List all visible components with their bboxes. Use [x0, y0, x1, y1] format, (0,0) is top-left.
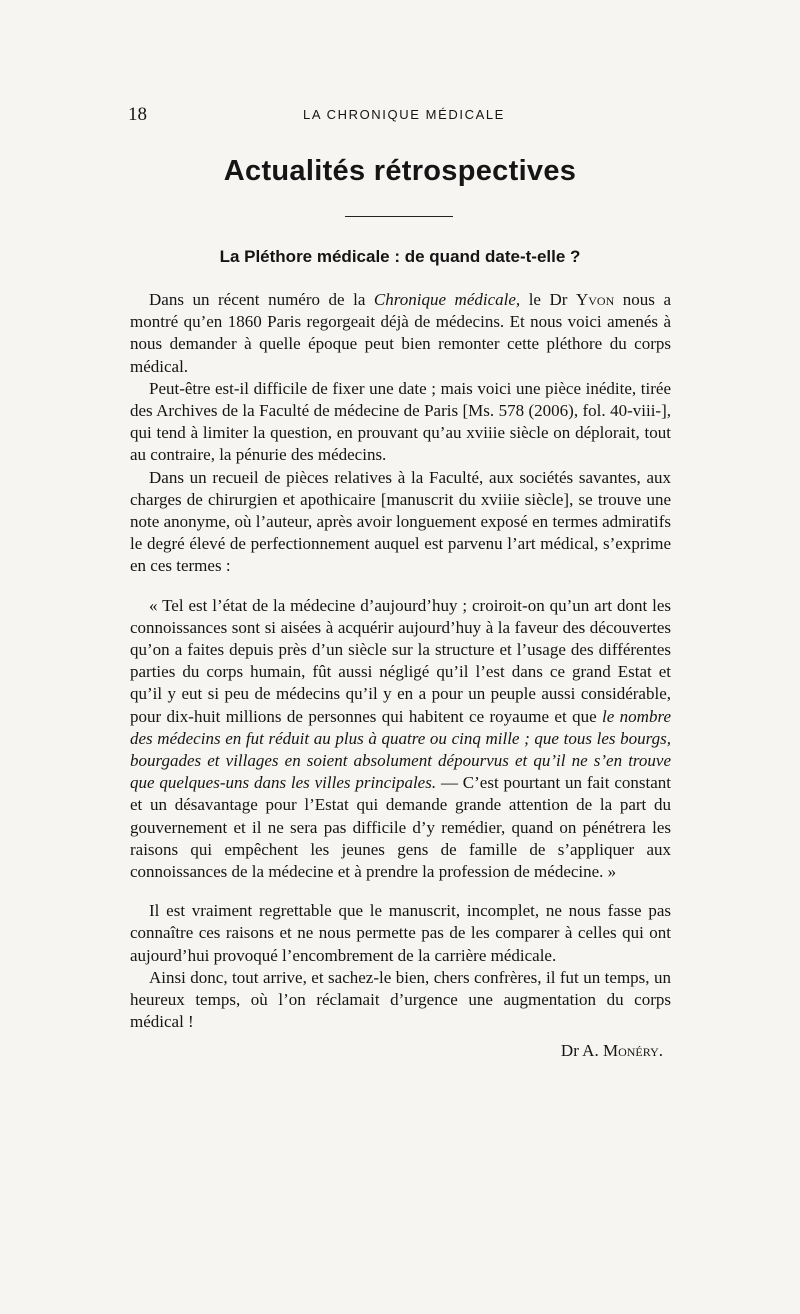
paragraph-text: nous a montré qu’en 1860 Paris regorgeait déjà de médecins. Et nous voici amenés à nous demander à quelle époque peut bien remonter cette pléthore du corps médical. [130, 290, 671, 376]
quote-text: — C’est pourtant un fait constant et un désavantage pour l’Estat qui demande grande attention de la part du gouvernement et il ne sera pas difficile d’y remédier, quand on pénétrera les raisons qui empêchent les jeunes gens de famille de s’appliquer aux connoissances de la médecine et à prendre la profession de médecine. » [130, 773, 671, 882]
quotation [130, 595, 671, 884]
signature [130, 1040, 671, 1062]
running-head [128, 104, 680, 128]
paragraph: Ainsi donc, tout arrive, et sachez-le bien, chers confrères, il fut un temps, un heureux temps, où l’on réclamait d’urgence une augmentation du corps médical ! [130, 967, 671, 1032]
page-number: 18 [128, 104, 147, 125]
article-body [130, 289, 671, 1062]
signature-name: Monéry. [602, 1040, 663, 1060]
quote-text: « Tel est l’état de la médecine d’aujourd’huy ; croiroit-on qu’un art dont les connoissances sont si aisées à acquérir aujourd’huy à la faveur des découvertes qu’on a faites depuis près d’un siècle sur la structure et l’usage des différentes parties du corps humain, fût aussi négligé qu’il l’est dans ce grand Estat et qu’il y eut si peu de médecins qu’il y en a pour un peuple aussi considérable, pour dix-huit millions de personnes qui habitent ce royaume et que [130, 595, 671, 726]
paragraph: Dans un recueil de pièces relatives à la Faculté, aux sociétés savantes, aux charges de chirurgien et apothicaire [manuscrit du xviiie siècle], se trouve une note anonyme, où l’auteur, après avoir longuement exposé en termes admiratifs le degré élevé de perfectionnement auquel est parvenu l’art médical, s’exprime en ces termes : [130, 467, 671, 576]
paragraph [130, 289, 671, 378]
signature-prefix: Dr A. [560, 1040, 603, 1060]
quote-italic-text: le nombre des médecins en fut réduit au plus à quatre ou cinq mille ; que tous les bourgs, bourgades et villages en soient absolument dépourvus et qu’il ne s’en trouve que quelques-uns dans les villes principales. [130, 706, 671, 793]
paragraph: Peut-être est-il difficile de fixer une date ; mais voici une pièce inédite, tirée des Archives de la Faculté de médecine de Paris [Ms. 578 (2006), fol. 40-viii-], qui tend à limiter la question, en prouvant qu’au xviiie siècle on déplorait, tout au contraire, la pénurie des médecins. [130, 378, 671, 465]
paragraph-text: Dans un récent numéro de la [149, 290, 374, 309]
journal-title: LA CHRONIQUE MÉDICALE [303, 107, 505, 122]
article-title: La Pléthore médicale : de quand date-t-elle ? [219, 247, 581, 266]
journal-reference: Chronique médicale [373, 290, 516, 309]
author-name: Yvon [575, 290, 615, 309]
paragraph-text: , le Dr [515, 290, 576, 309]
title-divider [345, 216, 453, 217]
section-title: Actualités rétrospectives [223, 155, 577, 187]
paragraph: Il est vraiment regrettable que le manuscrit, incomplet, ne nous fasse pas connaître ces raisons et ne nous permette pas de les comparer à celles qui ont aujourd’hui provoqué l’encombrement de la carrière médicale. [130, 901, 671, 965]
